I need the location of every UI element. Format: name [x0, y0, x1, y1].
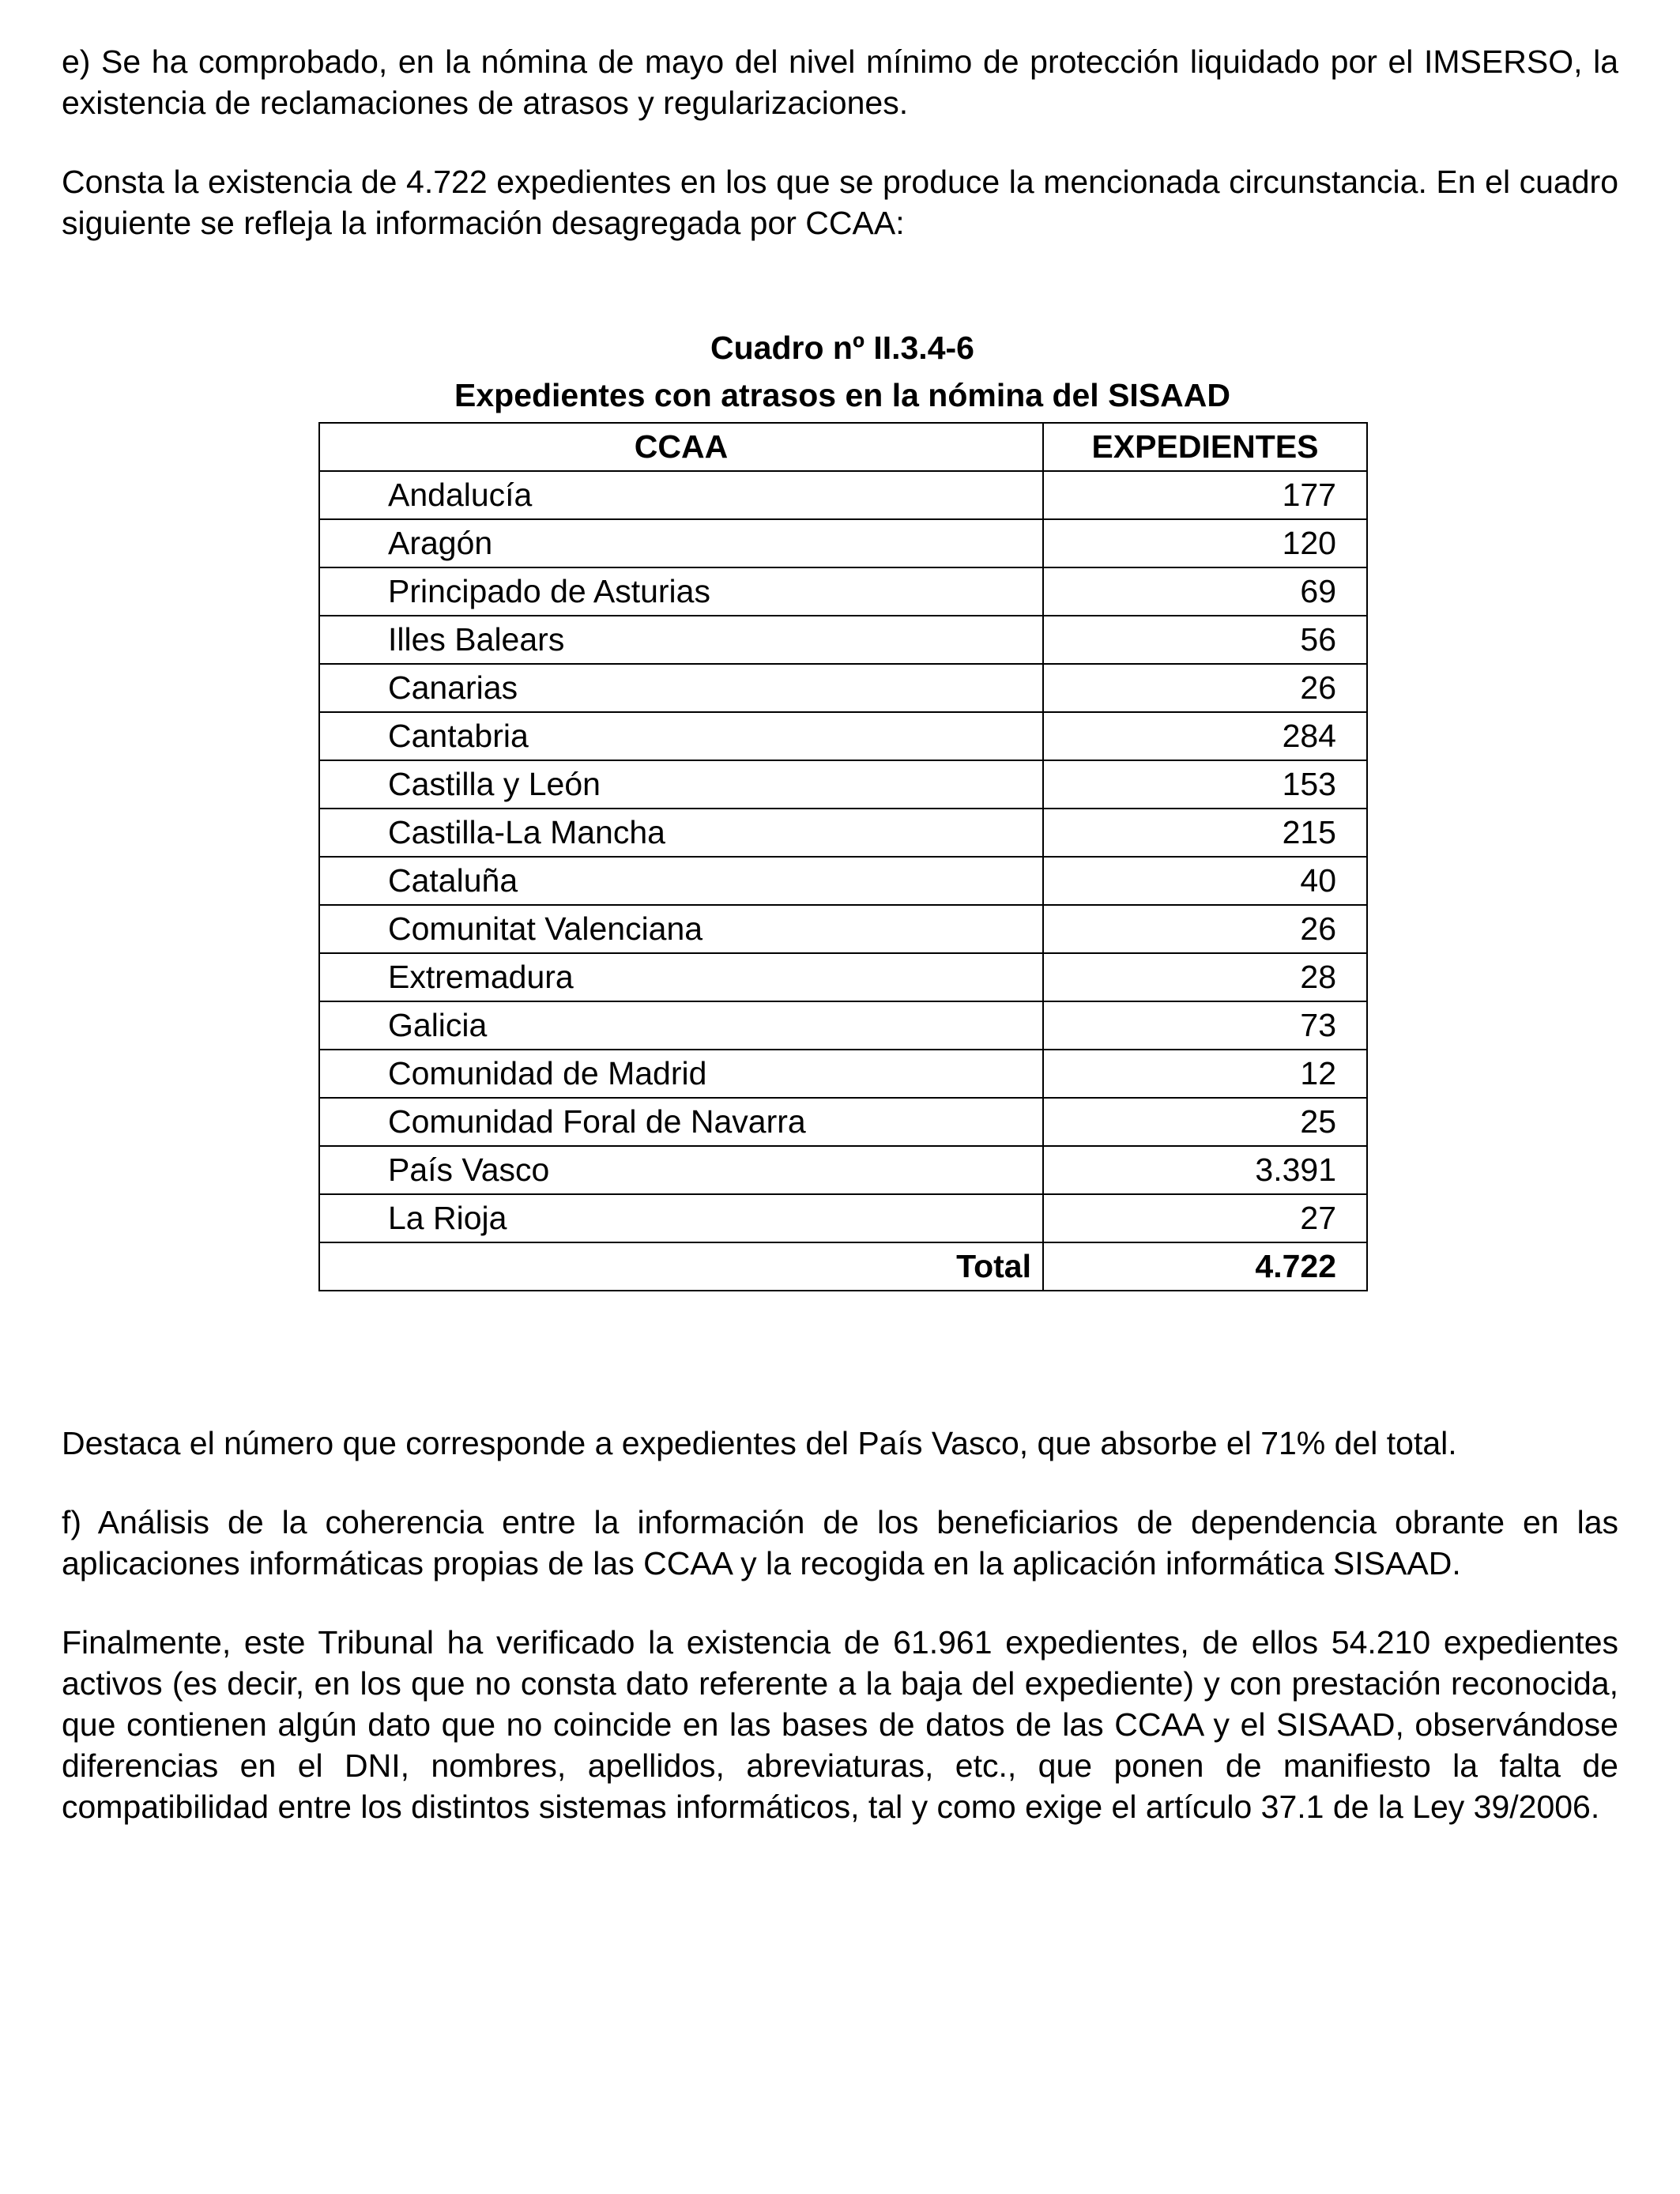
table-row: [319, 519, 1367, 567]
table-row: [319, 616, 1367, 664]
expedientes-cell: 284: [1043, 712, 1367, 760]
table-row: [319, 712, 1367, 760]
table-row: [319, 664, 1367, 712]
ccaa-cell: Andalucía: [319, 471, 1043, 519]
expedientes-cell: 177: [1043, 471, 1367, 519]
expedientes-cell: 69: [1043, 567, 1367, 616]
ccaa-cell: Extremadura: [319, 953, 1043, 1001]
ccaa-cell: Castilla-La Mancha: [319, 809, 1043, 857]
table-body: [319, 471, 1367, 1242]
ccaa-cell: Comunitat Valenciana: [319, 905, 1043, 953]
expedientes-cell: 25: [1043, 1098, 1367, 1146]
expedientes-cell: 28: [1043, 953, 1367, 1001]
expedientes-table: [318, 422, 1368, 1291]
paragraph-consta: Consta la existencia de 4.722 expedientes en los que se produce la mencionada circunstancia. En el cuadro siguiente se refleja la información desagregada por CCAA:: [62, 164, 1618, 241]
paragraph-destaca: Destaca el número que corresponde a expedientes del País Vasco, que absorbe el 71% del total.: [62, 1425, 1457, 1461]
table-row: [319, 1001, 1367, 1050]
table-subtitle: Expedientes con atrasos en la nómina del SISAAD: [454, 377, 1230, 413]
expedientes-cell: 26: [1043, 664, 1367, 712]
expedientes-cell: 40: [1043, 857, 1367, 905]
expedientes-cell: 27: [1043, 1194, 1367, 1242]
table-header-row: [319, 423, 1367, 471]
ccaa-cell: Comunidad de Madrid: [319, 1050, 1043, 1098]
ccaa-cell: Castilla y León: [319, 760, 1043, 809]
table-row: [319, 471, 1367, 519]
table-row: [319, 1146, 1367, 1194]
table-row: [319, 857, 1367, 905]
ccaa-cell: Principado de Asturias: [319, 567, 1043, 616]
table-row: [319, 760, 1367, 809]
ccaa-cell: Canarias: [319, 664, 1043, 712]
paragraph-e: e) Se ha comprobado, en la nómina de mayo del nivel mínimo de protección liquidado por el IMSERSO, la existencia de reclamaciones de atrasos y regularizaciones.: [62, 43, 1618, 121]
ccaa-cell: Cataluña: [319, 857, 1043, 905]
expedientes-cell: 120: [1043, 519, 1367, 567]
table-row: [319, 1098, 1367, 1146]
ccaa-cell: Comunidad Foral de Navarra: [319, 1098, 1043, 1146]
expedientes-cell: 73: [1043, 1001, 1367, 1050]
table-row: [319, 809, 1367, 857]
total-label: Total: [319, 1242, 1043, 1291]
paragraph-f: f) Análisis de la coherencia entre la información de los beneficiarios de dependencia obrante en las aplicaciones informáticas propias de las CCAA y la recogida en la aplicación informática SISAAD.: [62, 1504, 1618, 1581]
ccaa-cell: Illes Balears: [319, 616, 1043, 664]
table-row: [319, 1194, 1367, 1242]
expedientes-cell: 153: [1043, 760, 1367, 809]
ccaa-cell: País Vasco: [319, 1146, 1043, 1194]
total-value: 4.722: [1043, 1242, 1367, 1291]
ccaa-cell: Cantabria: [319, 712, 1043, 760]
table-row: [319, 905, 1367, 953]
table-total-row: [319, 1242, 1367, 1291]
header-ccaa: CCAA: [319, 423, 1043, 471]
expedientes-cell: 215: [1043, 809, 1367, 857]
ccaa-cell: Aragón: [319, 519, 1043, 567]
table-row: [319, 1050, 1367, 1098]
ccaa-cell: Galicia: [319, 1001, 1043, 1050]
table-row: [319, 953, 1367, 1001]
expedientes-cell: 3.391: [1043, 1146, 1367, 1194]
table-row: [319, 567, 1367, 616]
table-caption: Cuadro nº II.3.4-6: [710, 330, 974, 366]
expedientes-cell: 12: [1043, 1050, 1367, 1098]
ccaa-cell: La Rioja: [319, 1194, 1043, 1242]
expedientes-cell: 26: [1043, 905, 1367, 953]
paragraph-finalmente: Finalmente, este Tribunal ha verificado la existencia de 61.961 expedientes, de ellos 54.210 expedientes activos (es decir, en los que no consta dato referente a la baja del expediente) y con prestación reconocida, que contienen algún dato que no coincide en las bases de datos de las CCAA y el SISAAD, observándose diferencias en el DNI, nombres, apellidos, abreviaturas, etc., que ponen de manifiesto la falta de compatibilidad entre los distintos sistemas informáticos, tal y como exige el artículo 37.1 de la Ley 39/2006.: [62, 1624, 1618, 1825]
expedientes-cell: 56: [1043, 616, 1367, 664]
header-expedientes: EXPEDIENTES: [1043, 423, 1367, 471]
